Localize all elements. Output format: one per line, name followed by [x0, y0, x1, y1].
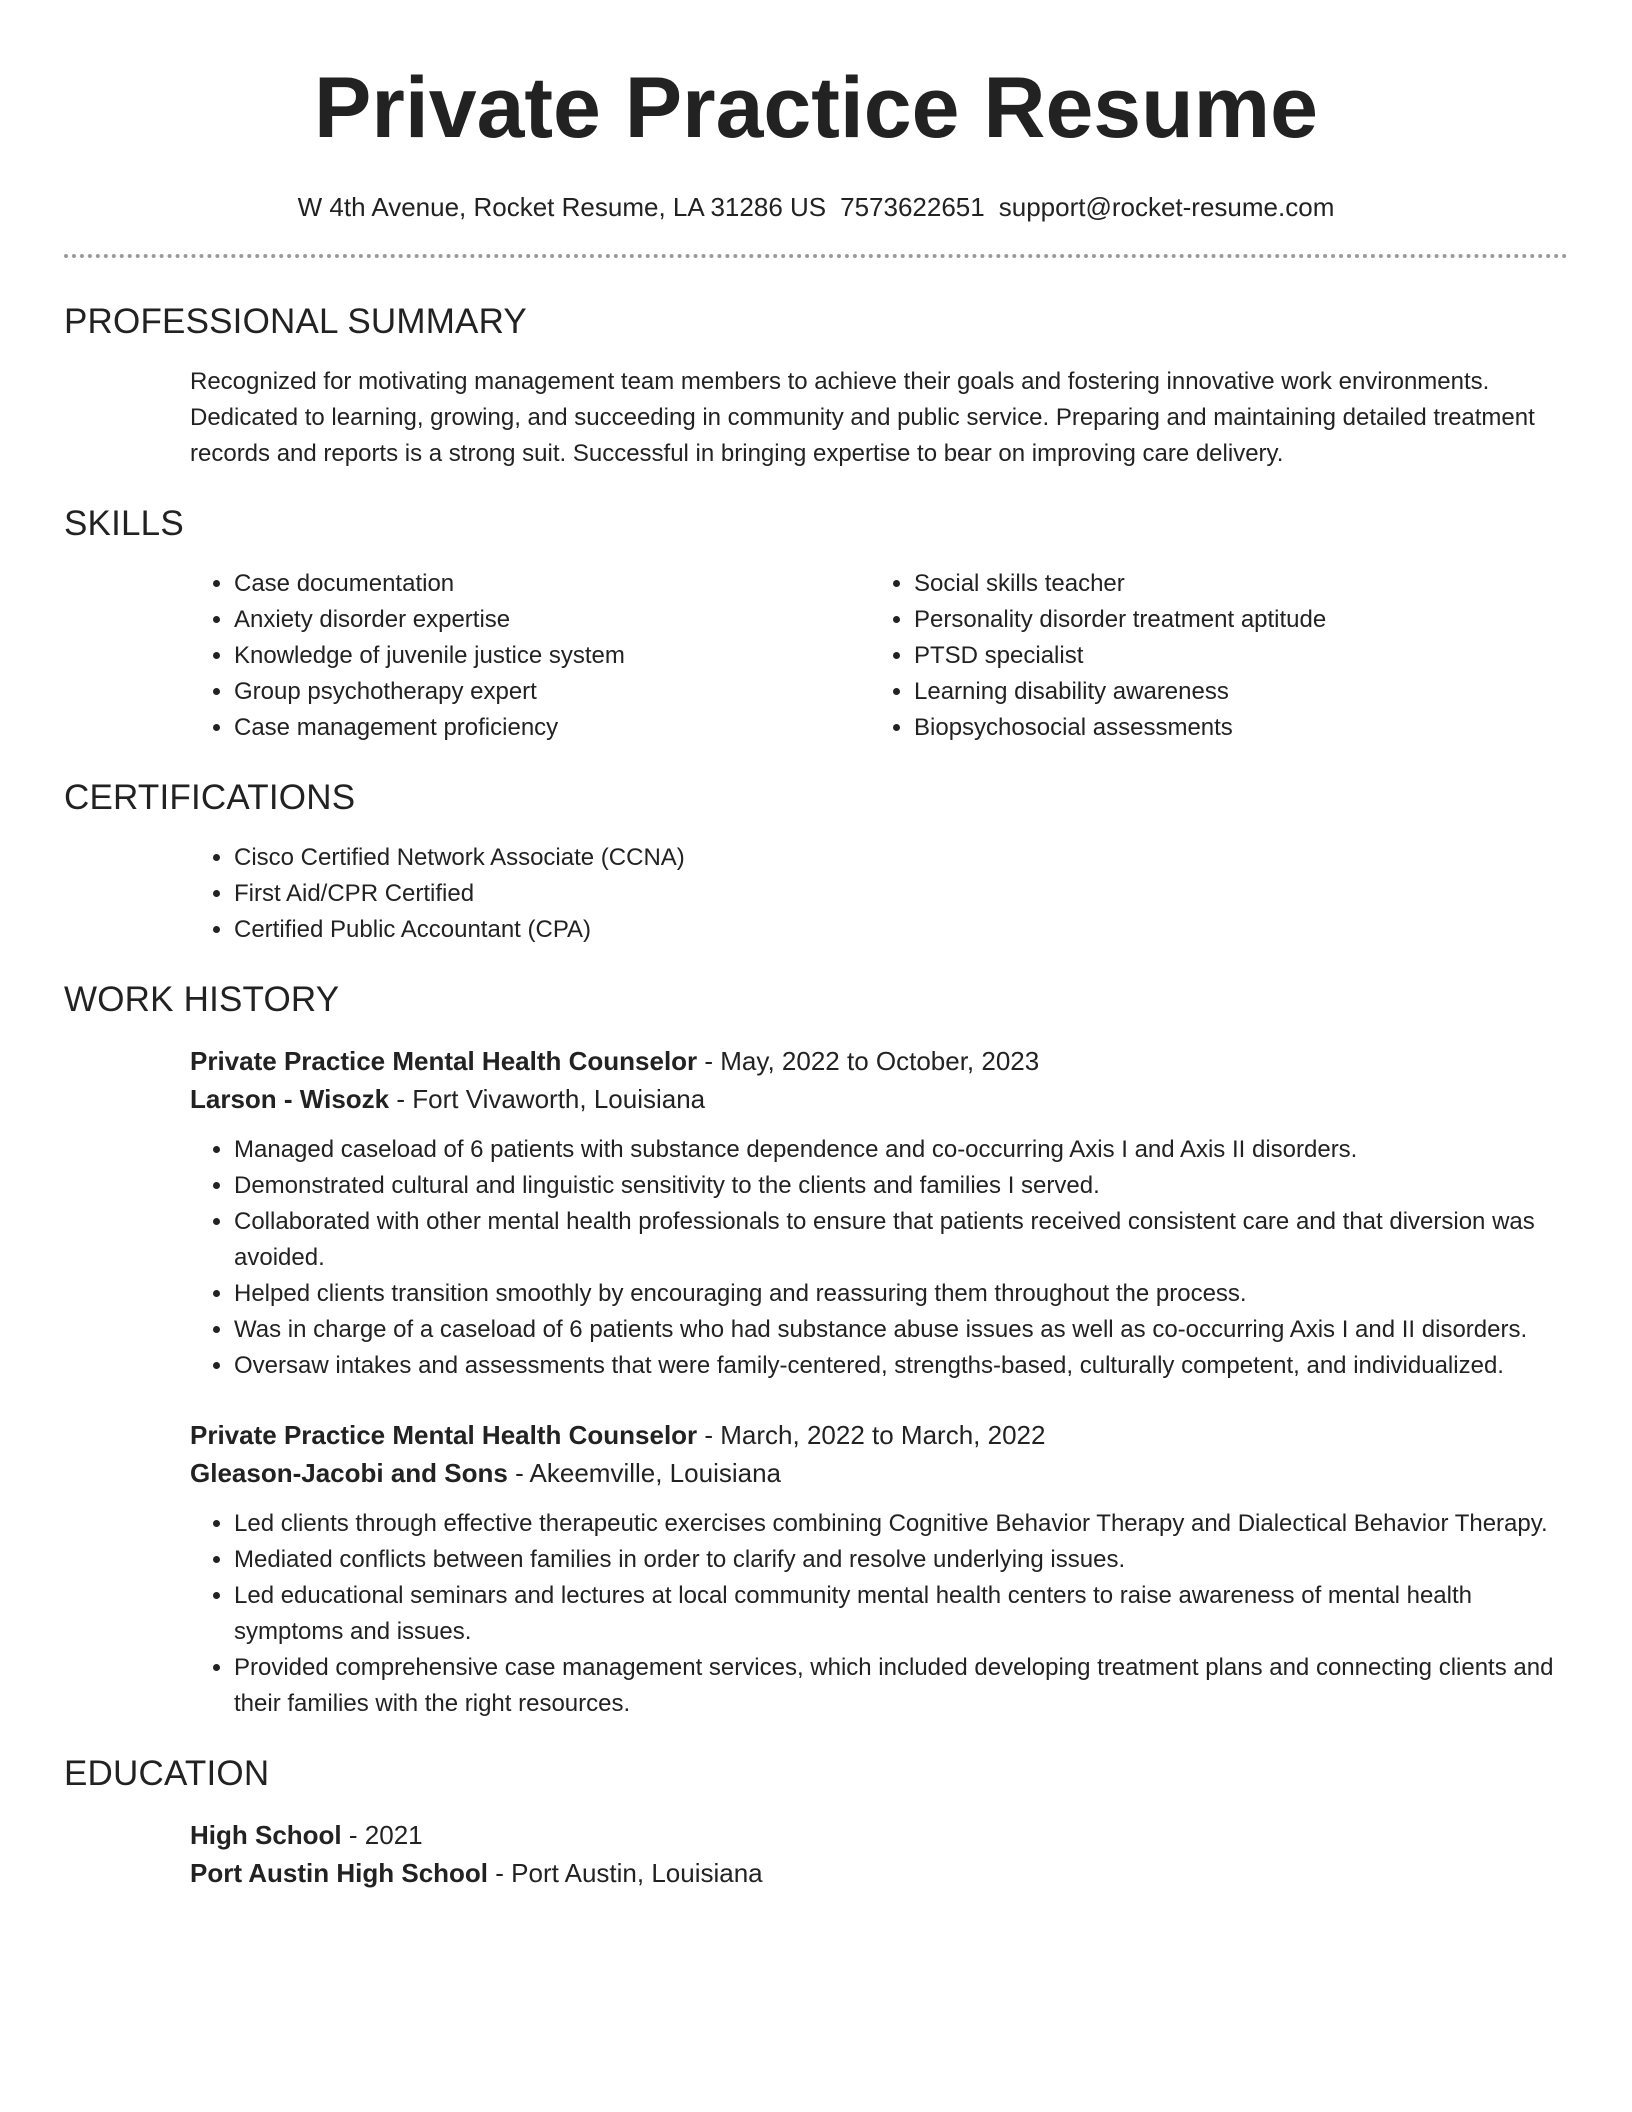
skills-left-column [190, 566, 870, 746]
skill-item: • PTSD specialist [914, 638, 1550, 674]
education-section [64, 1752, 1568, 1892]
job-bullet: • Provided comprehensive case management services, which included developing treatment plans and connecting clients and their families with the right resources. [234, 1650, 1568, 1722]
job-bullet: • Helped clients transition smoothly by encouraging and reassuring them throughout the process. [234, 1276, 1568, 1312]
skills-left-list [190, 566, 870, 746]
skills-right-column [870, 566, 1550, 746]
certifications-list [190, 840, 1568, 948]
job-location: - Akeemville, Louisiana [507, 1458, 781, 1488]
resume-page [64, 0, 1568, 1892]
job-bullet: • Demonstrated cultural and linguistic sensitivity to the clients and families I served. [234, 1168, 1568, 1204]
skills-heading: SKILLS [64, 504, 184, 543]
skill-item: • Learning disability awareness [914, 674, 1550, 710]
certification-item: • First Aid/CPR Certified [234, 876, 1568, 912]
education-heading: EDUCATION [64, 1754, 270, 1793]
job-title: Private Practice Mental Health Counselor [190, 1420, 698, 1450]
certifications-section [64, 776, 1568, 948]
skill-item: • Biopsychosocial assessments [914, 710, 1550, 746]
skill-item: • Case documentation [234, 566, 870, 602]
job-title-line [190, 1416, 1568, 1454]
contact-address: W 4th Avenue, Rocket Resume, LA 31286 US [297, 192, 827, 222]
summary-section [64, 300, 1568, 472]
skill-item: • Case management proficiency [234, 710, 870, 746]
skill-item: • Social skills teacher [914, 566, 1550, 602]
contact-line [64, 190, 1568, 224]
job-entry [190, 1416, 1568, 1722]
job-bullet: • Collaborated with other mental health professionals to ensure that patients received consistent care and that diversion was avoided. [234, 1204, 1568, 1276]
job-company-line [190, 1080, 1568, 1118]
job-company-line [190, 1454, 1568, 1492]
certifications-heading: CERTIFICATIONS [64, 778, 356, 817]
skills-right-list [870, 566, 1550, 746]
job-bullet: • Mediated conflicts between families in order to clarify and resolve underlying issues. [234, 1542, 1568, 1578]
resume-title: Private Practice Resume [314, 60, 1318, 156]
contact-email: support@rocket-resume.com [998, 192, 1335, 222]
education-year: - 2021 [341, 1820, 423, 1850]
job-title: Private Practice Mental Health Counselor [190, 1046, 698, 1076]
job-dates: - May, 2022 to October, 2023 [697, 1046, 1040, 1076]
skill-item: • Knowledge of juvenile justice system [234, 638, 870, 674]
job-bullet: • Oversaw intakes and assessments that were family-centered, strengths-based, culturally competent, and individualized. [234, 1348, 1568, 1384]
job-company: Larson - Wisozk [190, 1084, 390, 1114]
job-company: Gleason-Jacobi and Sons [190, 1458, 508, 1488]
job-dates: - March, 2022 to March, 2022 [697, 1420, 1046, 1450]
header-divider [64, 254, 1568, 258]
skill-item: • Group psychotherapy expert [234, 674, 870, 710]
contact-phone: 7573622651 [840, 192, 985, 222]
education-school-line [190, 1854, 1568, 1892]
summary-text: Recognized for motivating management team members to achieve their goals and fostering innovative work environments. Dedicated to learning, growing, and succeeding in community and public service. Preparing and maintaining detailed treatment records and reports is a strong suit. Successful in bringing expertise to bear on improving care delivery. [190, 368, 1535, 467]
certification-item: • Certified Public Accountant (CPA) [234, 912, 1568, 948]
skills-section [64, 502, 1568, 746]
job-title-line [190, 1042, 1568, 1080]
education-school: Port Austin High School [190, 1858, 489, 1888]
job-location: - Fort Vivaworth, Louisiana [389, 1084, 706, 1114]
job-bullet: • Led clients through effective therapeutic exercises combining Cognitive Behavior Therapy and Dialectical Behavior Therapy. [234, 1506, 1568, 1542]
work-heading: WORK HISTORY [64, 980, 340, 1019]
education-degree-line [190, 1816, 1568, 1854]
education-degree: High School [190, 1820, 342, 1850]
skill-item: • Anxiety disorder expertise [234, 602, 870, 638]
skills-columns [190, 566, 1568, 746]
summary-heading: PROFESSIONAL SUMMARY [64, 302, 527, 341]
job-bullet: • Was in charge of a caseload of 6 patients who had substance abuse issues as well as co-occurring Axis I and II disorders. [234, 1312, 1568, 1348]
job-bullets [190, 1506, 1568, 1722]
job-bullet: • Managed caseload of 6 patients with substance dependence and co-occurring Axis I and Axis II disorders. [234, 1132, 1568, 1168]
job-entry [190, 1042, 1568, 1384]
skill-item: • Personality disorder treatment aptitude [914, 602, 1550, 638]
work-section [64, 978, 1568, 1722]
education-location: - Port Austin, Louisiana [488, 1858, 763, 1888]
certifications-body [190, 840, 1568, 948]
job-bullet: • Led educational seminars and lectures at local community mental health centers to raise awareness of mental health symptoms and issues. [234, 1578, 1568, 1650]
job-bullets [190, 1132, 1568, 1384]
education-entry [190, 1816, 1568, 1892]
certification-item: • Cisco Certified Network Associate (CCNA) [234, 840, 1568, 876]
